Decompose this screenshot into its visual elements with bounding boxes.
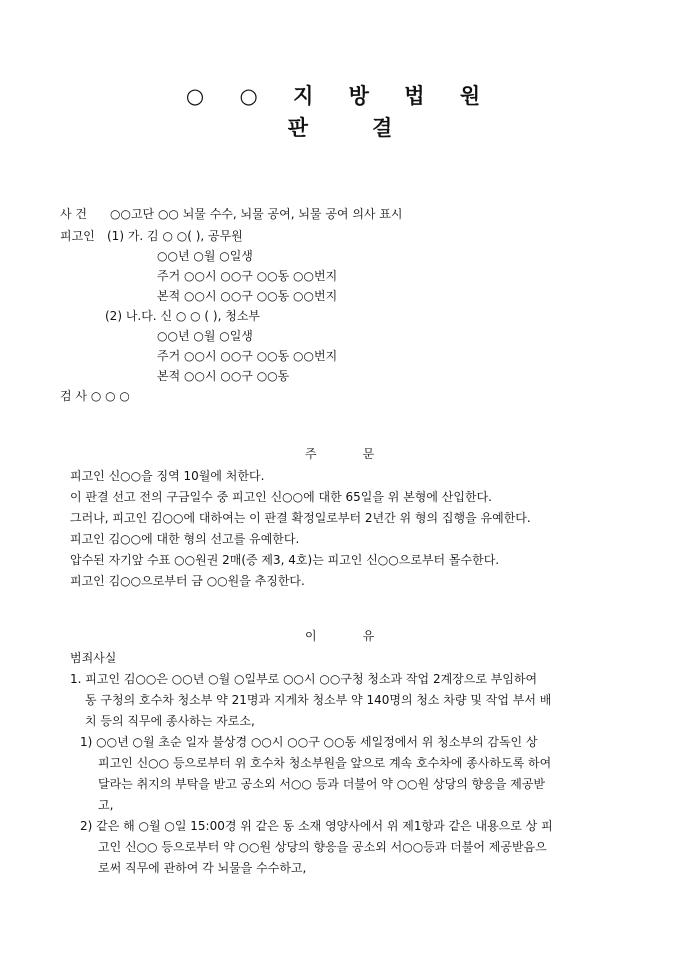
reason-sub-2-line: 로써 직무에 관하여 각 뇌물을 수수하고, [98, 861, 307, 875]
judgment-heading-char-2: 문 [362, 447, 375, 461]
reason-sub-2-line: 고인 신○○ 등으로부터 약 ○○원 상당의 향응을 공소외 서○○등과 더불어 제공받음으 [98, 840, 547, 854]
reason-sub-1-line: 1) ○○년 ○월 초순 일자 불상경 ○○시 ○○구 ○○동 세일정에서 위 청소부의 감독인 상 [80, 735, 538, 749]
case-label: 사 건 [60, 207, 87, 221]
reason-item-1-line: 치 등의 직무에 종사하는 자로소, [85, 714, 255, 728]
court-name: ○ ○ 지 방 법 원 [185, 83, 495, 108]
defendant-2-name: (2) 나.다. 신 ○ ○ ( ), 청소부 [105, 309, 260, 323]
document-title-char-2: 결 [372, 115, 393, 140]
prosecutor-line: 검 사 ○ ○ ○ [60, 389, 130, 403]
defendant-1-birth: ○○년 ○월 ○일생 [157, 249, 253, 263]
judgment-line: 그러나, 피고인 김○○에 대하여는 이 판결 확정일로부터 2년간 위 형의 집행을 유예한다. [70, 511, 531, 525]
defendant-2-domicile: 본적 ○○시 ○○구 ○○동 [157, 369, 290, 383]
judgment-heading [305, 446, 374, 462]
reasons-heading-char-2: 유 [362, 629, 375, 643]
judgment-line: 압수된 자기앞 수표 ○○원권 2매(증 제3, 4호)는 피고인 신○○으로부터 몰수한다. [70, 553, 500, 567]
reason-sub-2-line: 2) 같은 해 ○월 ○일 15:00경 위 같은 동 소재 영양사에서 위 제1항과 같은 내용으로 상 피 [80, 819, 553, 833]
reasons-subheading: 범죄사실 [70, 651, 117, 665]
defendant-1-name: (1) 가. 김 ○ ○( ), 공무원 [107, 229, 243, 243]
judgment-line: 이 판결 선고 전의 구금일수 중 피고인 신○○에 대한 65일을 위 본형에 산입한다. [70, 490, 492, 504]
reason-sub-1-line: 피고인 신○○ 등으로부터 위 호수차 청소부원을 앞으로 계속 호수차에 종사하도록 하여 [98, 756, 552, 770]
reasons-heading-char-1: 이 [305, 629, 317, 643]
defendant-2-address: 주거 ○○시 ○○구 ○○동 ○○번지 [157, 349, 338, 363]
case-value: ○○고단 ○○ 뇌물 수수, 뇌물 공여, 뇌물 공여 의사 표시 [110, 207, 403, 221]
defendant-2-birth: ○○년 ○월 ○일생 [157, 329, 253, 343]
reasons-heading [305, 628, 374, 644]
reason-sub-1-line: 고, [98, 798, 114, 812]
judgment-line: 피고인 김○○으로부터 금 ○○원을 추징한다. [70, 574, 305, 588]
defendant-1-domicile: 본적 ○○시 ○○구 ○○동 ○○번지 [157, 289, 338, 303]
reason-sub-1-line: 달라는 취지의 부탁을 받고 공소외 서○○ 등과 더불어 약 ○○원 상당의 향응을 제공받 [98, 777, 546, 791]
reason-item-1-line: 1. 피고인 김○○은 ○○년 ○월 ○일부로 ○○시 ○○구청 청소과 작업 2계장으로 부임하여 [70, 672, 538, 686]
judgment-heading-char-1: 주 [305, 447, 317, 461]
defendant-1-address: 주거 ○○시 ○○구 ○○동 ○○번지 [157, 269, 338, 283]
document-title-char-1: 판 [287, 115, 308, 140]
judgment-line: 피고인 김○○에 대한 형의 선고를 유예한다. [70, 532, 300, 546]
reason-item-1-line: 동 구청의 호수차 청소부 약 21명과 지게차 청소부 약 140명의 청소 차량 및 작업 부서 배 [85, 693, 552, 707]
document-title [0, 112, 680, 142]
judgment-line: 피고인 신○○을 징역 10월에 처한다. [70, 469, 265, 483]
defendants-label: 피고인 [60, 229, 95, 243]
